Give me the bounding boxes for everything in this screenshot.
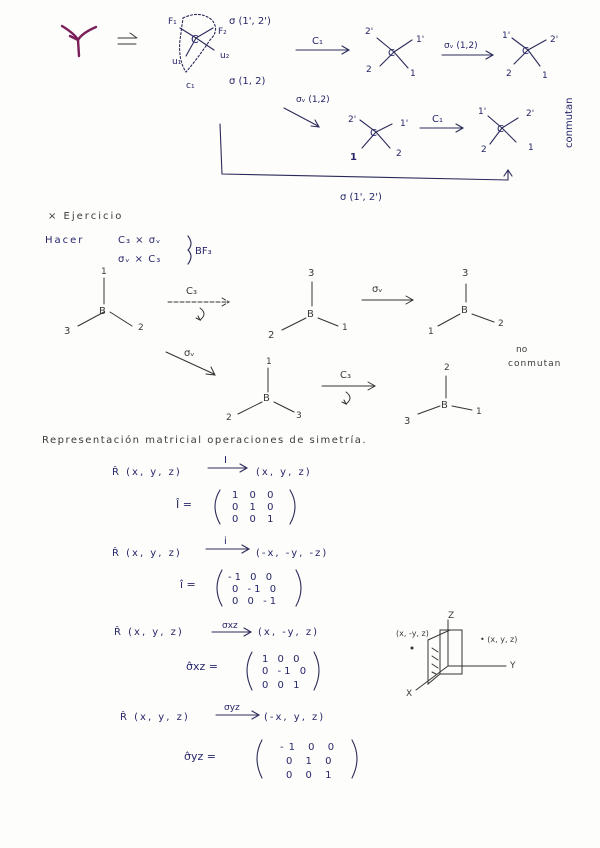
svg-text:1: 1 [350, 152, 357, 163]
svg-text:B: B [263, 393, 270, 404]
arrow-c3-second [322, 370, 375, 404]
svg-text:R̂ (x, y, z): R̂ (x, y, z) [114, 627, 184, 638]
svg-text:σ̂xz =: σ̂xz = [186, 660, 218, 673]
svg-text:0 -1 0: 0 -1 0 [262, 666, 310, 677]
exercise-line-2: σᵥ × C₃ [118, 254, 162, 265]
svg-text:0 0 1: 0 0 1 [232, 514, 278, 525]
svg-text:I: I [224, 455, 227, 466]
y-symbol-icon [62, 26, 96, 56]
svg-text:3: 3 [308, 268, 315, 279]
svg-text:(x, -y, z): (x, -y, z) [258, 627, 320, 638]
return-path-arrow [220, 124, 512, 203]
svg-text:3: 3 [296, 411, 302, 421]
molecule-5 [478, 107, 534, 155]
svg-text:C: C [497, 124, 504, 135]
svg-text:2: 2 [498, 319, 504, 329]
point-reflected-dot [411, 647, 414, 650]
svg-text:0 0 -1: 0 0 -1 [232, 596, 280, 607]
svg-text:1: 1 [476, 407, 482, 417]
svg-text:C₁: C₁ [432, 114, 443, 125]
svg-text:R̂ (x, y, z): R̂ (x, y, z) [112, 467, 182, 478]
svg-text:-1 0 0: -1 0 0 [228, 572, 276, 583]
svg-text:1': 1' [416, 35, 425, 45]
bf3-molecule-2 [268, 268, 348, 341]
axis-x-label: X [406, 689, 413, 699]
f1-label: F₁ [168, 17, 177, 27]
op-inversion [112, 536, 328, 607]
svg-text:1: 1 [266, 357, 272, 367]
svg-text:1 0 0: 1 0 0 [232, 490, 278, 501]
sigma-12-label: σ (1, 2) [229, 76, 266, 87]
arrow-c3 [168, 286, 229, 320]
svg-text:2: 2 [481, 145, 487, 155]
f2-label: F₂ [218, 27, 227, 37]
op-identity [112, 455, 312, 525]
svg-text:C: C [522, 46, 529, 57]
arrow-c1-second [420, 114, 463, 132]
arrow-c1 [296, 36, 349, 54]
arrow-sigma-v-bf3 [362, 284, 413, 304]
svg-text:1': 1' [502, 31, 511, 41]
svg-text:0 0 1: 0 0 1 [286, 770, 337, 781]
svg-text:2: 2 [396, 149, 402, 159]
exercise-brace [188, 236, 191, 264]
svg-text:B: B [307, 309, 314, 320]
svg-text:σ (1', 2'): σ (1', 2') [340, 192, 382, 203]
svg-text:3: 3 [64, 326, 71, 337]
svg-text:σ̂yz =: σ̂yz = [184, 750, 216, 763]
svg-text:R̂ (x, y, z): R̂ (x, y, z) [112, 548, 182, 559]
svg-text:σᵥ (1,2): σᵥ (1,2) [296, 95, 330, 105]
arrow-sigma-v-diagonal [166, 348, 215, 375]
point-original-label: • (x, y, z) [480, 635, 518, 644]
svg-text:2: 2 [268, 330, 275, 341]
molecule-2 [365, 27, 424, 79]
svg-text:(x, y, z): (x, y, z) [256, 467, 312, 478]
svg-text:3: 3 [462, 268, 469, 279]
svg-text:0 1 0: 0 1 0 [286, 756, 337, 767]
svg-text:B: B [99, 306, 106, 317]
svg-text:2': 2' [550, 35, 559, 45]
exercise-hacer: Hacer [45, 235, 85, 246]
conmutan-label: conmutan [508, 359, 562, 369]
c1-axis-label: c₁ [186, 81, 195, 91]
svg-text:2: 2 [366, 65, 372, 75]
sigma-1p2p-label: σ (1', 2') [229, 16, 271, 27]
bf3-molecule-4 [226, 357, 302, 423]
equivalence-sign-icon [118, 33, 137, 44]
svg-text:σᵥ: σᵥ [184, 348, 195, 359]
svg-text:C₁: C₁ [312, 36, 323, 47]
point-reflected-label: (x, -y, z) [396, 629, 429, 638]
svg-text:2: 2 [506, 69, 512, 79]
svg-text:2: 2 [138, 323, 144, 333]
svg-text:σᵥ (1,2): σᵥ (1,2) [444, 41, 478, 51]
molecule-4 [348, 115, 408, 163]
svg-text:R̂ (x, y, z): R̂ (x, y, z) [120, 712, 190, 723]
bf3-molecule-1 [64, 267, 144, 337]
svg-text:0 0 1: 0 0 1 [262, 680, 303, 691]
bf3-molecule-3 [428, 268, 504, 337]
svg-text:2: 2 [444, 363, 450, 373]
op-sigma-xz [114, 621, 319, 691]
molecule-1 [168, 14, 271, 91]
svg-text:1: 1 [101, 267, 107, 277]
svg-text:2': 2' [348, 115, 357, 125]
matrix-heading: Representación matricial operaciones de simetría. [42, 435, 368, 446]
svg-text:0 -1 0: 0 -1 0 [232, 584, 280, 595]
svg-text:3: 3 [404, 416, 411, 427]
axis-z-label: Z [448, 611, 455, 621]
svg-text:σxz: σxz [222, 621, 238, 631]
svg-text:1: 1 [342, 323, 348, 333]
axes-sketch [396, 611, 517, 699]
svg-text:(-x, -y, -z): (-x, -y, -z) [256, 548, 329, 559]
side-note-conmutan: conmutan [564, 97, 575, 148]
bf3-molecule-5 [404, 363, 482, 427]
no-label: no [516, 345, 528, 355]
svg-text:C: C [388, 48, 395, 59]
arrow-sigma-v-2 [284, 95, 330, 127]
svg-text:2': 2' [526, 109, 535, 119]
svg-text:i: i [224, 536, 227, 547]
op-sigma-yz [120, 703, 357, 781]
svg-text:î =: î = [180, 578, 196, 591]
svg-text:1': 1' [400, 119, 409, 129]
svg-text:1: 1 [410, 69, 416, 79]
svg-text:C₃: C₃ [340, 370, 351, 381]
svg-text:σyz: σyz [224, 703, 240, 713]
svg-text:0 1 0: 0 1 0 [232, 502, 278, 513]
svg-text:Î =: Î = [176, 498, 192, 511]
svg-text:(-x, y, z): (-x, y, z) [264, 712, 326, 723]
svg-text:1': 1' [478, 107, 487, 117]
exercise-title: × Ejercicio [48, 211, 124, 222]
svg-text:-1 0 0: -1 0 0 [280, 742, 340, 753]
molecule-1-center: C [191, 33, 199, 46]
svg-text:B: B [461, 305, 468, 316]
axis-y-label: Y [510, 661, 516, 671]
svg-text:2': 2' [365, 27, 374, 37]
svg-text:B: B [441, 400, 448, 411]
arrow-sigma-v-1 [442, 41, 493, 59]
exercise-target: BF₃ [195, 246, 212, 257]
svg-text:C₃: C₃ [186, 286, 197, 297]
svg-text:C: C [370, 128, 377, 139]
svg-text:1: 1 [428, 327, 434, 337]
svg-text:1: 1 [528, 143, 534, 153]
exercise-line-1: C₃ × σᵥ [118, 235, 162, 246]
molecule-3 [502, 31, 558, 81]
u2-label: u₂ [220, 51, 230, 61]
u1-label: u₁ [172, 57, 182, 67]
svg-text:σᵥ: σᵥ [372, 284, 383, 295]
svg-text:1 0 0: 1 0 0 [262, 654, 303, 665]
svg-text:2: 2 [226, 413, 232, 423]
svg-text:1: 1 [542, 71, 548, 81]
